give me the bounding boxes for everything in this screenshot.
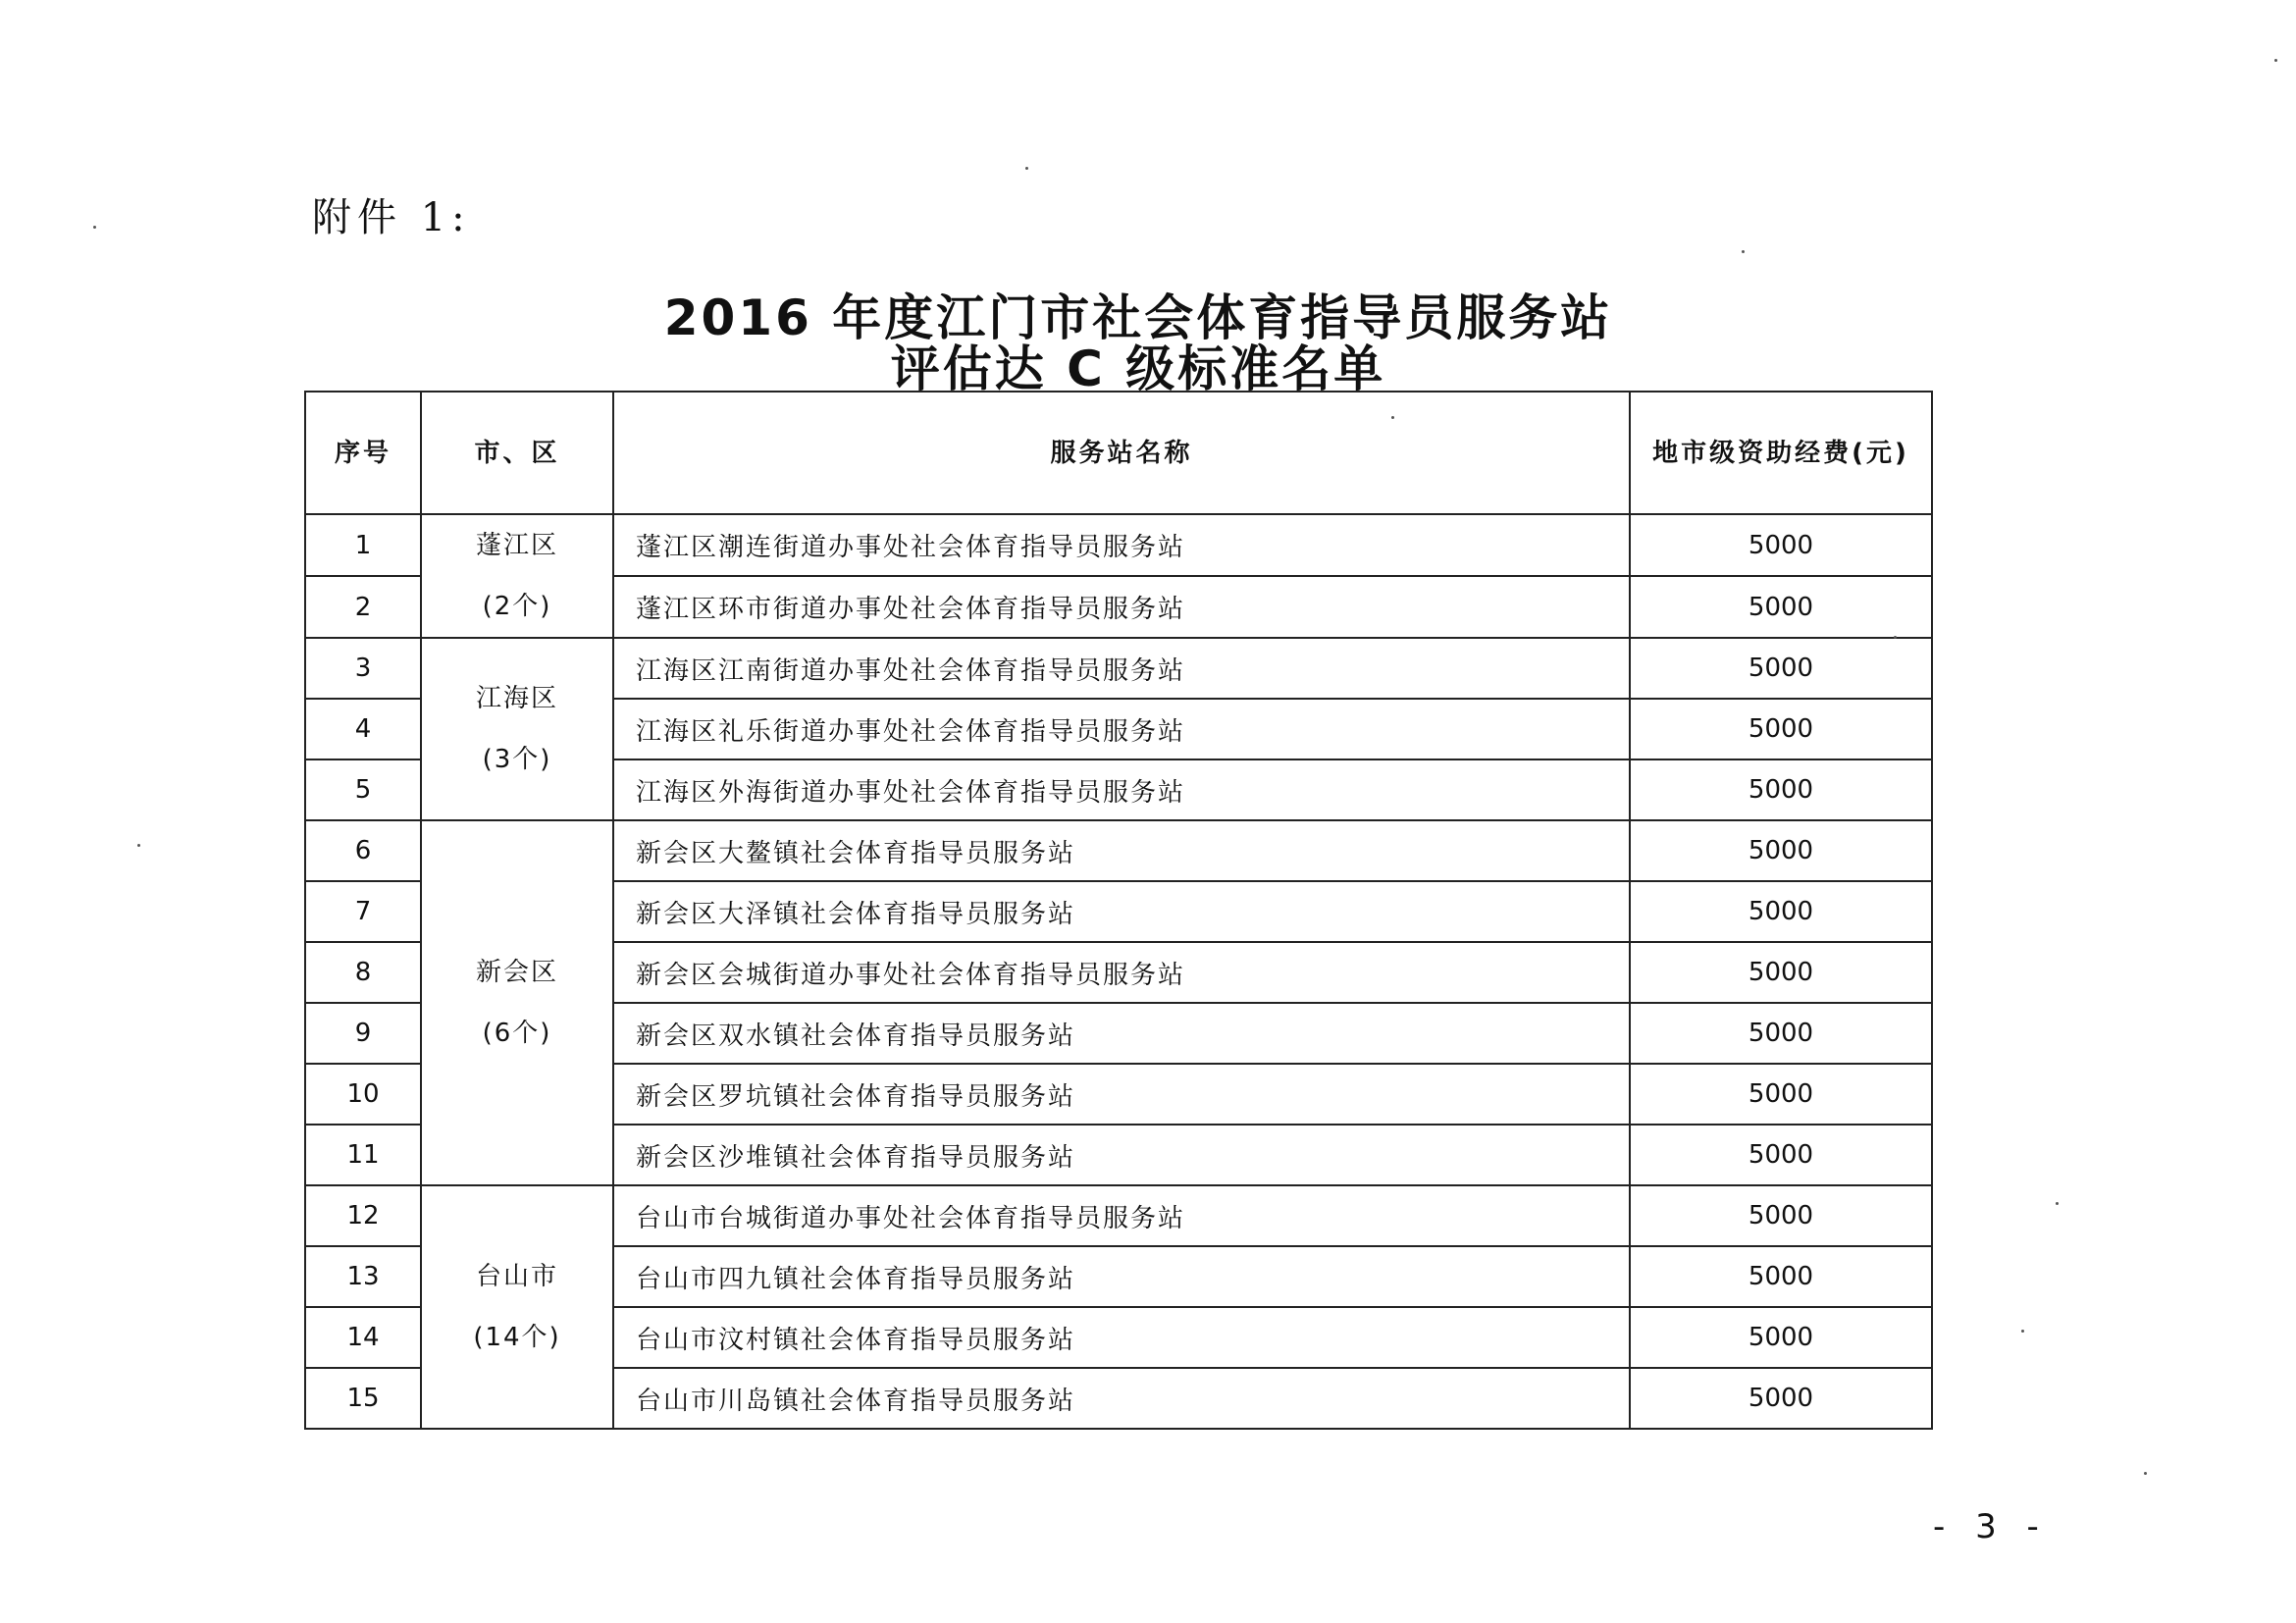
station-name: 新会区大泽镇社会体育指导员服务站	[613, 881, 1630, 942]
district-cell	[421, 820, 613, 1185]
header-index: 序号	[305, 392, 421, 514]
station-name: 台山市台城街道办事处社会体育指导员服务站	[613, 1185, 1630, 1246]
station-list-table	[304, 391, 1933, 1430]
document-title-line-2: 评估达 C 级标准名单	[890, 340, 1386, 397]
station-name: 新会区罗坑镇社会体育指导员服务站	[613, 1064, 1630, 1125]
row-index: 6	[305, 820, 421, 881]
funding-amount: 5000	[1630, 1064, 1932, 1125]
station-name: 江海区外海街道办事处社会体育指导员服务站	[613, 759, 1630, 820]
row-index: 2	[305, 576, 421, 638]
table-row	[305, 1185, 1932, 1246]
header-funding: 地市级资助经费(元)	[1630, 392, 1932, 514]
table-row	[305, 820, 1932, 881]
attachment-label: 附件 1:	[312, 195, 471, 240]
station-name: 江海区礼乐街道办事处社会体育指导员服务站	[613, 699, 1630, 759]
funding-amount: 5000	[1630, 638, 1932, 699]
funding-amount: 5000	[1630, 1125, 1932, 1185]
funding-amount: 5000	[1630, 881, 1932, 942]
station-name: 蓬江区环市街道办事处社会体育指导员服务站	[613, 576, 1630, 638]
funding-amount: 5000	[1630, 942, 1932, 1003]
station-name: 台山市汶村镇社会体育指导员服务站	[613, 1307, 1630, 1368]
district-cell	[421, 638, 613, 820]
funding-amount: 5000	[1630, 1307, 1932, 1368]
funding-amount: 5000	[1630, 576, 1932, 638]
row-index: 12	[305, 1185, 421, 1246]
funding-amount: 5000	[1630, 759, 1932, 820]
row-index: 4	[305, 699, 421, 759]
district-count: (14个)	[473, 1323, 561, 1352]
district-cell	[421, 514, 613, 638]
table-row	[305, 638, 1932, 699]
row-index: 14	[305, 1307, 421, 1368]
row-index: 13	[305, 1246, 421, 1307]
district-name: 蓬江区	[475, 531, 558, 560]
district-name: 台山市	[475, 1262, 558, 1291]
station-name: 台山市四九镇社会体育指导员服务站	[613, 1246, 1630, 1307]
district-count: (2个)	[482, 592, 552, 621]
document-title-line-1: 2016 年度江门市社会体育指导员服务站	[663, 289, 1613, 346]
header-station-name: 服务站名称	[613, 392, 1630, 514]
district-cell	[421, 1185, 613, 1429]
station-name: 新会区大鳌镇社会体育指导员服务站	[613, 820, 1630, 881]
station-name: 江海区江南街道办事处社会体育指导员服务站	[613, 638, 1630, 699]
funding-amount: 5000	[1630, 1246, 1932, 1307]
station-name: 新会区双水镇社会体育指导员服务站	[613, 1003, 1630, 1064]
station-name: 蓬江区潮连街道办事处社会体育指导员服务站	[613, 514, 1630, 576]
district-name: 江海区	[475, 684, 558, 713]
funding-amount: 5000	[1630, 699, 1932, 759]
district-count: (3个)	[482, 745, 552, 774]
row-index: 15	[305, 1368, 421, 1429]
funding-amount: 5000	[1630, 514, 1932, 576]
funding-amount: 5000	[1630, 1185, 1932, 1246]
district-name: 新会区	[475, 958, 558, 987]
funding-amount: 5000	[1630, 1003, 1932, 1064]
row-index: 3	[305, 638, 421, 699]
station-name: 新会区沙堆镇社会体育指导员服务站	[613, 1125, 1630, 1185]
row-index: 5	[305, 759, 421, 820]
station-name: 新会区会城街道办事处社会体育指导员服务站	[613, 942, 1630, 1003]
row-index: 8	[305, 942, 421, 1003]
funding-amount: 5000	[1630, 1368, 1932, 1429]
funding-amount: 5000	[1630, 820, 1932, 881]
row-index: 7	[305, 881, 421, 942]
district-count: (6个)	[482, 1019, 552, 1048]
page-number: - 3 -	[1933, 1507, 2049, 1546]
header-district: 市、区	[421, 392, 613, 514]
row-index: 1	[305, 514, 421, 576]
row-index: 11	[305, 1125, 421, 1185]
table-row	[305, 514, 1932, 576]
row-index: 10	[305, 1064, 421, 1125]
station-name: 台山市川岛镇社会体育指导员服务站	[613, 1368, 1630, 1429]
row-index: 9	[305, 1003, 421, 1064]
table-header-row	[305, 392, 1932, 514]
